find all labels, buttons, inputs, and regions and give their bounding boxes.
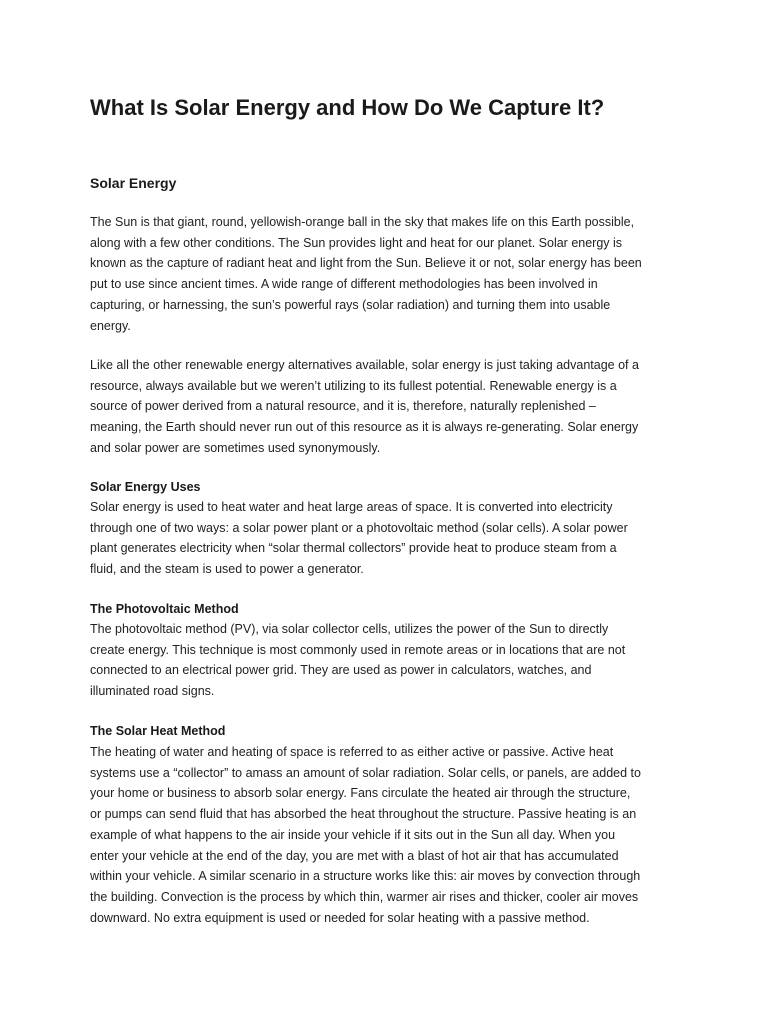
text-line: meaning, the Earth should never run out of this resource as it is always re-generating. Solar energy <box>90 420 639 435</box>
text-line: enter your vehicle at the end of the day, you are met with a blast of hot air that has accumulated <box>90 848 619 863</box>
text-line: The photovoltaic method (PV), via solar collector cells, utilizes the power of the Sun to directly <box>90 622 609 636</box>
paragraph-solar-heat-method <box>90 742 690 928</box>
text-line: plant generates electricity when “solar thermal collectors” provide heat to produce steam from a <box>90 541 617 556</box>
text-line: resource, always available but we weren’t utilizing to its fullest potential. Renewable energy is a <box>90 378 617 393</box>
text-line: illuminated road signs. <box>90 684 215 699</box>
text-line: or pumps can send fluid that has absorbed the heat throughout the structure. Passive heating is an <box>90 807 637 822</box>
paragraph-photovoltaic-method <box>90 619 690 702</box>
text-line: systems use a “collector” to amass an amount of solar radiation. Solar cells, or panels, are added to <box>90 765 641 780</box>
section-heading-solar-heat-method: The Solar Heat Method <box>90 724 226 738</box>
text-line: create energy. This technique is most commonly used in remote areas or in locations that are not <box>90 642 626 657</box>
section-heading-photovoltaic-method: The Photovoltaic Method <box>90 602 239 616</box>
text-line: through one of two ways: a solar power plant or a photovoltaic method (solar cells). A solar power <box>90 520 628 535</box>
text-line: and solar power are sometimes used synonymously. <box>90 440 381 455</box>
paragraph-renewable-energy <box>90 355 690 459</box>
text-line: capturing, or harnessing, the sun’s powerful rays (solar radiation) and turning them into usable <box>90 297 611 312</box>
text-line: put to use since ancient times. A wide range of different methodologies has been involved in <box>90 277 598 292</box>
text-line: The Sun is that giant, round, yellowish-orange ball in the sky that makes life on this Earth possible, <box>90 215 635 229</box>
text-line: downward. No extra equipment is used or needed for solar heating with a passive method. <box>90 910 590 925</box>
document-title: What Is Solar Energy and How Do We Capture It? <box>90 95 605 120</box>
text-line: your home or business to absorb solar energy. Fans circulate the heated air through the structure, <box>90 786 631 801</box>
paragraph-solar-energy-intro <box>90 212 690 336</box>
section-heading-solar-energy: Solar Energy <box>90 175 177 191</box>
text-line: the building. Convection is the process by which thin, warmer air rises and thicker, cooler air moves <box>90 889 639 904</box>
text-line: fluid, and the steam is used to power a generator. <box>90 562 364 577</box>
text-line: energy. <box>90 318 131 333</box>
text-line: connected to an electrical power grid. They are used as power in calculators, watches, and <box>90 663 592 678</box>
text-line: Like all the other renewable energy alternatives available, solar energy is just taking advantage of a <box>90 358 639 372</box>
text-line: example of what happens to the air inside your vehicle if it sits out in the Sun all day. When you <box>90 827 616 842</box>
text-line: The heating of water and heating of space is referred to as either active or passive. Active heat <box>90 745 614 759</box>
paragraph-solar-energy-uses <box>90 497 690 580</box>
text-line: along with a few other conditions. The Sun provides light and heat for our planet. Solar energy is <box>90 235 623 250</box>
text-line: within your vehicle. A similar scenario in a structure works like this: air moves by convection through <box>90 869 641 884</box>
section-heading-solar-energy-uses: Solar Energy Uses <box>90 480 201 494</box>
text-line: source of power derived from a natural resource, and it is, therefore, naturally replenished – <box>90 399 596 414</box>
text-line: known as the capture of radiant heat and light from the Sun. Believe it or not, solar energy has been <box>90 256 642 271</box>
text-line: Solar energy is used to heat water and heat large areas of space. It is converted into electricity <box>90 500 613 514</box>
